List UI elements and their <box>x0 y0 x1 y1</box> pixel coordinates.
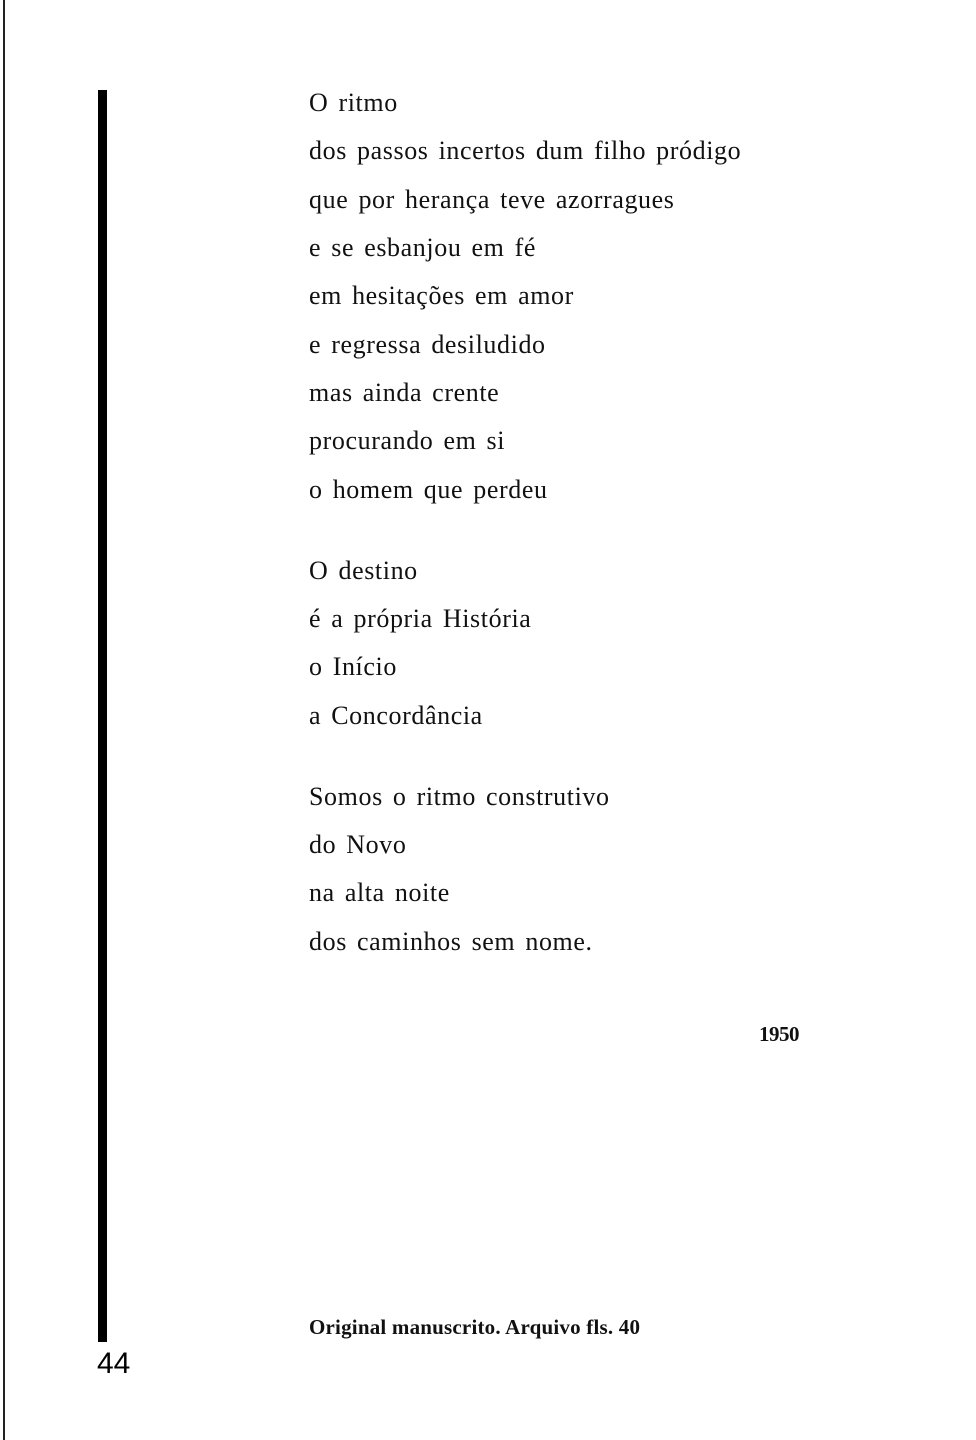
poem-line: dos passos incertos dum filho pródigo <box>309 136 742 165</box>
poem-line: em hesitações em amor <box>309 281 574 310</box>
poem-line: o homem que perdeu <box>309 475 548 504</box>
poem-line: e se esbanjou em fé <box>309 233 536 262</box>
poem-line: o Início <box>309 652 397 681</box>
poem-line: que por herança teve azorragues <box>309 185 675 214</box>
poem-line: O destino <box>309 556 418 585</box>
page-number: 44 <box>97 1347 131 1380</box>
poem-line: dos caminhos sem nome. <box>309 927 593 956</box>
poem-line: na alta noite <box>309 878 450 907</box>
source-footnote: Original manuscrito. Arquivo fls. 40 <box>309 1315 641 1339</box>
poem-line: e regressa desiludido <box>309 330 546 359</box>
poem-line: é a própria História <box>309 604 532 633</box>
poem-line: O ritmo <box>309 88 398 117</box>
poem-line: mas ainda crente <box>309 378 500 407</box>
poem-line: procurando em si <box>309 426 506 455</box>
margin-rule <box>98 90 107 1342</box>
poem-line: Somos o ritmo construtivo <box>309 782 610 811</box>
scan-edge-line <box>3 0 5 1440</box>
poem-line: do Novo <box>309 830 407 859</box>
poem-line: a Concordância <box>309 701 483 730</box>
poem-year: 1950 <box>759 1022 799 1046</box>
